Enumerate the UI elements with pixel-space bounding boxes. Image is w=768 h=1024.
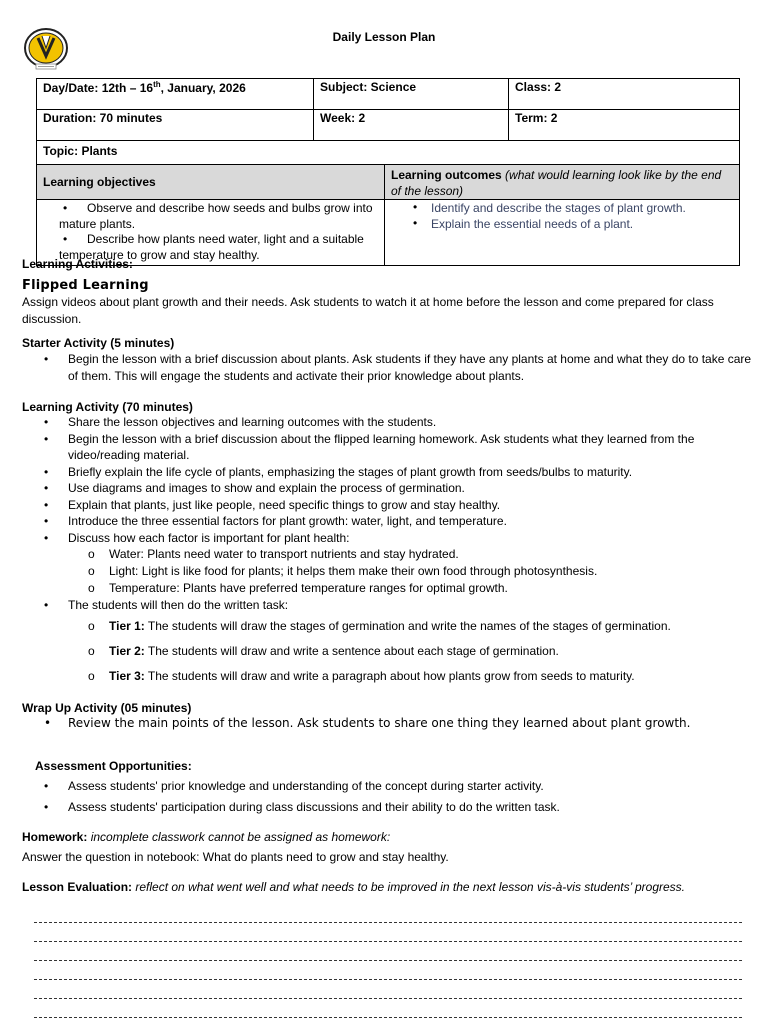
term-cell: Term: 2 [509,110,740,141]
evaluation-writing-line [34,942,742,961]
activity-item: • The students will then do the written task: o Tier 1: The students will draw the stages of germination and write the names of the stages of germination. o Tier 2: The students will draw and write a sentence about each stage of germination. o Tier 3: The students will draw and write a paragraph about how plants grow from seeds to maturity. [22,597,752,689]
factor-item: o Water: Plants need water to transport nutrients and stay hydrated. [88,547,459,561]
assessment-section [22,759,752,815]
factor-item: o Temperature: Plants have preferred temperature ranges for optimal growth. [88,581,508,595]
wrap-up-section [22,701,752,732]
week-cell: Week: 2 [314,110,509,141]
homework-section [22,829,752,865]
outcome-item: • Explain the essential needs of a plant. [413,216,634,231]
starter-heading: Starter Activity (5 minutes) [22,336,175,350]
objectives-cell [37,200,385,266]
topic-cell: Topic: Plants [37,141,740,165]
starter-activity-section [22,336,752,384]
document-title: Daily Lesson Plan [332,30,436,44]
learning-activity-section [22,400,752,689]
subject-cell: Subject: Science [314,79,509,110]
factor-item: o Light: Light is like food for plants; it helps them make their own food through photosynthesis. [88,564,598,578]
duration-cell: Duration: 70 minutes [37,110,314,141]
assessment-heading: Assessment Opportunities: [35,759,192,773]
day-date-cell: Day/Date: 12th – 16th, January, 2026 [37,79,314,110]
evaluation-writing-line [34,923,742,942]
flipped-learning-text: Assign videos about plant growth and their needs. Ask students to watch it at home before the lesson and come prepared for class discussion. [22,295,714,326]
evaluation-note: reflect on what went well and what needs to be improved in the next lesson vis-à-vis students’ progress. [135,880,685,894]
homework-label: Homework: [22,830,88,844]
wrap-up-heading: Wrap Up Activity (05 minutes) [22,701,192,715]
activity-item: • Explain that plants, just like people, need specific things to grow and stay healthy. [44,497,501,512]
activity-item: • Discuss how each factor is important for plant health: o Water: Plants need water to transport nutrients and stay hydrated. o Light: Light is like food for plants; it helps them make their own food through photosynthesis. o Temperature: Plants have preferred temperature ranges for optimal growth. [22,530,752,598]
evaluation-label: Lesson Evaluation: [22,880,133,894]
learning-activity-heading: Learning Activity (70 minutes) [22,400,193,414]
learning-activities-heading: Learning Activities: [22,257,133,271]
activity-item: • Share the lesson objectives and learning outcomes with the students. [44,415,437,429]
flipped-learning-title: Flipped Learning [22,278,149,293]
outcomes-cell [385,200,740,266]
activity-item: • Introduce the three essential factors for plant growth: water, light, and temperature. [44,514,507,528]
tier-item: o Tier 1: The students will draw the stages of germination and write the names of the stages of germination. [88,618,671,633]
evaluation-writing-line [34,961,742,980]
lesson-info-table [36,78,740,266]
evaluation-section [22,879,752,896]
outcomes-heading: Learning outcomes (what would learning look like by the end of the lesson) [385,165,740,200]
outcome-item: • Identify and describe the stages of plant growth. [413,200,686,215]
class-cell: Class: 2 [509,79,740,110]
evaluation-writing-line [34,904,742,923]
activity-item: • Begin the lesson with a brief discussion about the flipped learning homework. Ask students what they learned from the video/reading material. [44,431,695,462]
tier-item: o Tier 3: The students will draw and write a paragraph about how plants grow from seeds to maturity. [88,668,635,683]
assessment-item: • Assess students' prior knowledge and understanding of the concept during starter activity. [44,779,544,793]
assessment-item: • Assess students' participation during class discussions and their ability to do the written task. [44,799,560,814]
activity-item: • Briefly explain the life cycle of plants, emphasizing the stages of plant growth from seeds/bulbs to maturity. [44,464,633,479]
tier-item: o Tier 2: The students will draw and write a sentence about each stage of germination. [88,643,559,658]
wrap-up-item: • Review the main points of the lesson. Ask students to share one thing they learned about plant growth. [44,716,691,730]
flipped-learning-section [22,278,752,327]
homework-note: incomplete classwork cannot be assigned as homework: [90,830,391,844]
starter-item: • Begin the lesson with a brief discussion about plants. Ask students if they have any plants at home and what they do to take care of them. This will engage the students and activate their prior knowledge about plants. [44,352,752,383]
evaluation-writing-line [34,999,742,1018]
objective-item: • Describe how plants need water, light and a suitable temperature to grow and stay healthy. [59,232,364,262]
activity-item: • Use diagrams and images to show and explain the process of germination. [44,481,465,495]
evaluation-lines [34,904,742,1018]
objective-item: • Observe and describe how seeds and bulbs grow into mature plants. [59,201,373,231]
evaluation-writing-line [34,980,742,999]
objectives-heading: Learning objectives [37,165,385,200]
homework-text: Answer the question in notebook: What do plants need to grow and stay healthy. [22,849,449,864]
